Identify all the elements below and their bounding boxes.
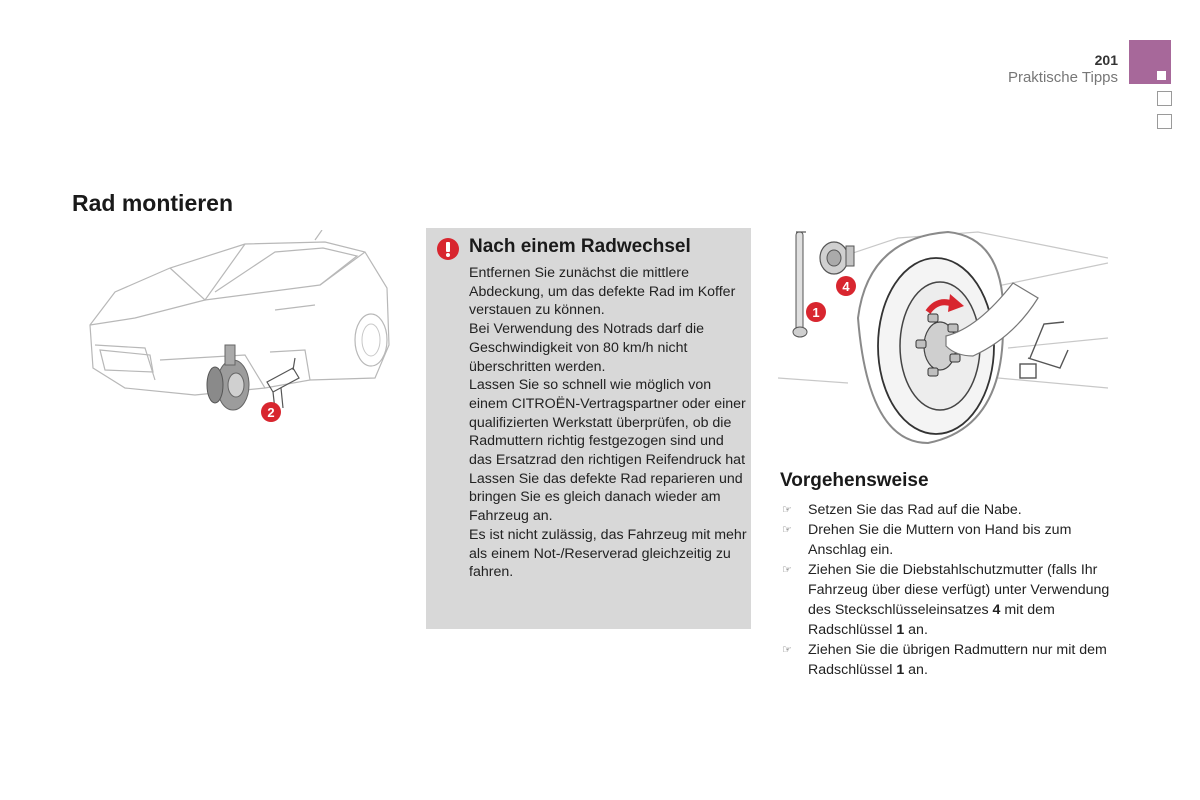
warning-paragraph: Lassen Sie das defekte Rad reparieren und bringen Sie es gleich danach wieder am Fahrzeug an. <box>469 470 743 525</box>
section-name: Praktische Tipps <box>1007 69 1118 86</box>
warning-paragraph: Entfernen Sie zunächst die mittlere Abdeckung, um das defekte Rad im Koffer verstauen zu können. <box>469 265 736 319</box>
chapter-tab-marker <box>1157 71 1166 80</box>
warning-box <box>426 228 751 629</box>
procedure-steps <box>780 500 1110 680</box>
procedure-step: ☞ Setzen Sie das Rad auf die Nabe. <box>782 502 1022 518</box>
wheel-mounting-illustration <box>778 228 1108 448</box>
part-ref: 1 <box>896 622 905 638</box>
procedure-step: ☞ Drehen Sie die Muttern von Hand bis zum Anschlag ein. <box>782 522 1072 558</box>
pointing-hand-icon: ☞ <box>782 644 792 656</box>
procedure-step: ☞ Ziehen Sie die übrigen Radmuttern nur mit dem Radschlüssel 1 an. <box>782 642 1107 678</box>
callout-2-label: 2 <box>267 405 275 420</box>
warning-body <box>469 264 747 582</box>
chapter-tab-empty-2 <box>1157 114 1172 129</box>
warning-paragraph: Es ist nicht zulässig, das Fahrzeug mit mehr als einem Not-/Reserverad gleichzeitig zu fahren. <box>469 526 747 581</box>
pointing-hand-icon: ☞ <box>782 564 792 576</box>
chapter-tab <box>1129 40 1171 84</box>
chapter-tab-empty-1 <box>1157 91 1172 106</box>
part-ref: 4 <box>992 602 1001 618</box>
exclamation-icon <box>437 238 459 260</box>
warning-paragraph: Lassen Sie so schnell wie möglich von einem CITROËN-Vertragspartner oder einer qualifizierten Werkstatt überprüfen, ob die Radmuttern richtig festgezogen sind und das Ersatzrad den richtigen Reifendruck hat <box>469 377 746 469</box>
callout-4-label: 4 <box>842 279 850 294</box>
page-number: 201 <box>1094 52 1118 68</box>
pointing-hand-icon: ☞ <box>782 504 792 516</box>
car-jack-illustration <box>75 230 395 430</box>
procedure-step: ☞ Ziehen Sie die Diebstahlschutzmutter (falls Ihr Fahrzeug über diese verfügt) unter Verwendung des Steckschlüsseleinsatzes 4 mit dem Radschlüssel 1 an. <box>782 562 1110 638</box>
warning-title: Nach einem Radwechsel <box>469 236 691 257</box>
warning-paragraph: Bei Verwendung des Notrads darf die Geschwindigkeit von 80 km/h nicht überschritten werden. <box>469 321 705 375</box>
part-ref: 1 <box>896 662 905 678</box>
page-heading: Rad montieren <box>72 190 234 216</box>
pointing-hand-icon: ☞ <box>782 524 792 536</box>
callout-1-label: 1 <box>812 305 820 320</box>
procedure-title: Vorgehensweise <box>780 470 929 491</box>
